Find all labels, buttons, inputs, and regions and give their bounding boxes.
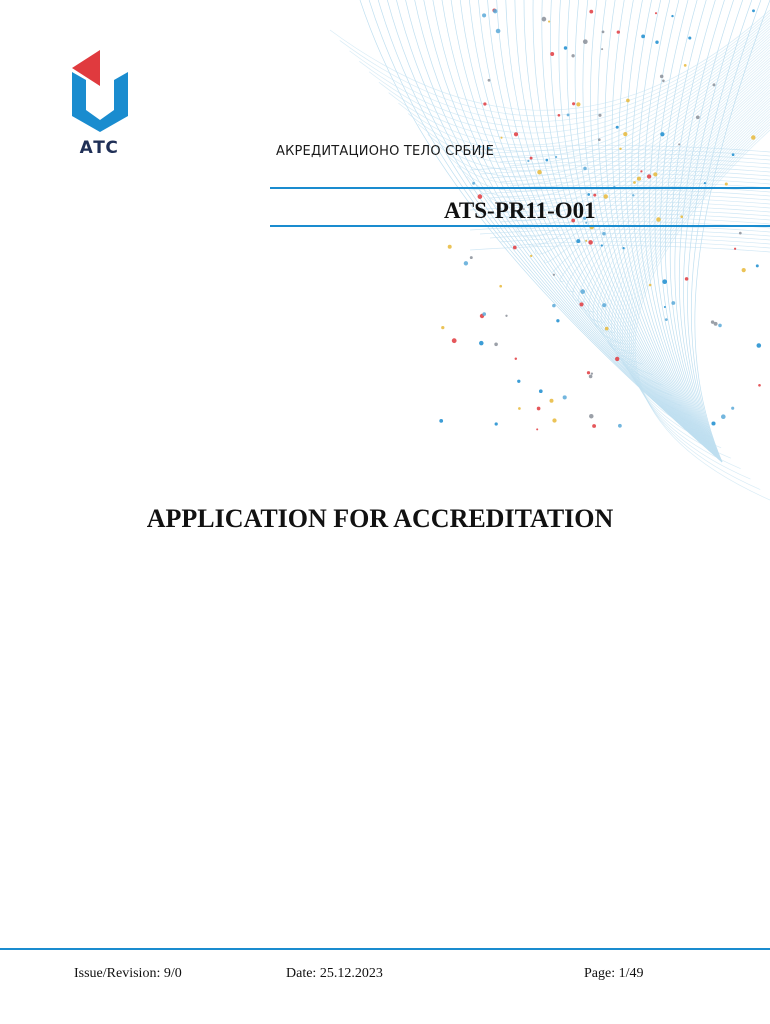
footer-page-number: Page: 1/49 <box>584 966 644 981</box>
organization-name: АКРЕДИТАЦИОНО ТЕЛО СРБИЈЕ <box>276 144 494 159</box>
footer-rule <box>0 948 770 950</box>
document-code: ATS-PR11-O01 <box>444 198 596 223</box>
logo-text: АТС <box>79 138 119 158</box>
document-title: APPLICATION FOR ACCREDITATION <box>146 504 614 533</box>
footer-issue-revision: Issue/Revision: 9/0 <box>74 966 182 981</box>
footer-date: Date: 25.12.2023 <box>286 966 383 981</box>
